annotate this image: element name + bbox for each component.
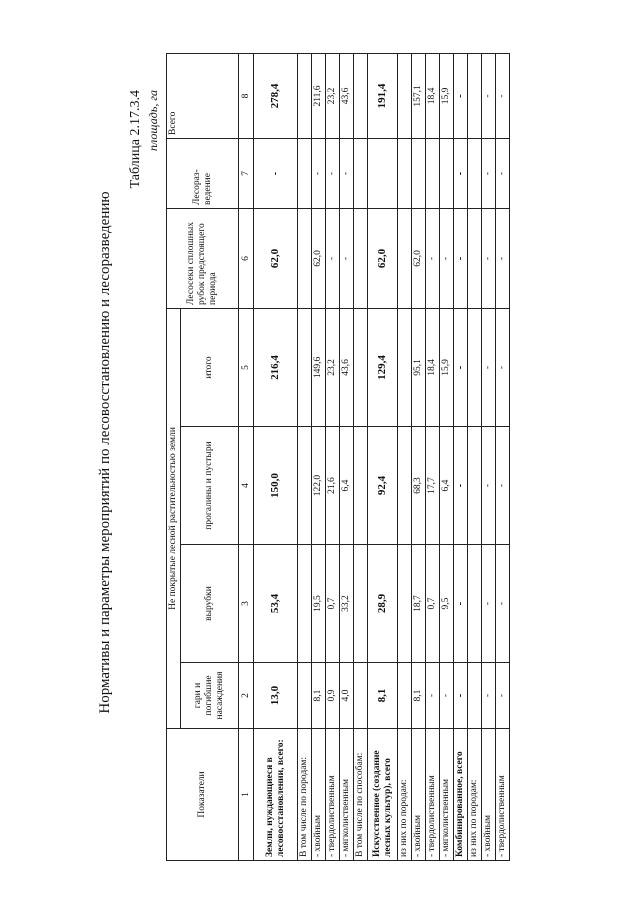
- table-cell: -: [482, 53, 496, 138]
- table-cell: [398, 308, 412, 426]
- table-cell: 157,1: [412, 53, 426, 138]
- table-cell: 211,6: [312, 53, 326, 138]
- table-cell: 122,0: [312, 427, 326, 545]
- table-cell: 0,7: [426, 545, 440, 663]
- measures-table: [166, 53, 510, 861]
- table-cell: 216,4: [254, 308, 298, 426]
- header-clearcuts: Лесосеки сплошных рубок предстоящего периода: [167, 208, 239, 308]
- table-cell: 13,0: [254, 663, 298, 729]
- table-cell: [298, 427, 312, 545]
- table-cell: [398, 545, 412, 663]
- table-cell: -: [440, 663, 454, 729]
- table-cell: [440, 138, 454, 208]
- table-cell: [426, 138, 440, 208]
- table-cell: 43,6: [340, 308, 354, 426]
- row-label: - хвойным: [312, 729, 326, 861]
- table-cell: -: [454, 53, 468, 138]
- table-row: [312, 53, 326, 860]
- table-cell: [354, 663, 368, 729]
- table-cell: 191,4: [368, 53, 398, 138]
- table-cell: 15,9: [440, 308, 454, 426]
- header-indicators: Показатели: [167, 729, 239, 861]
- table-cell: -: [326, 208, 340, 308]
- table-cell: -: [482, 663, 496, 729]
- column-numbers-row: [239, 53, 254, 860]
- table-cell: 68,3: [412, 427, 426, 545]
- table-cell: 62,0: [368, 208, 398, 308]
- table-cell: 23,2: [326, 308, 340, 426]
- table-cell: 95,1: [412, 308, 426, 426]
- table-cell: [354, 545, 368, 663]
- table-cell: 8,1: [368, 663, 398, 729]
- table-cell: 129,4: [368, 308, 398, 426]
- table-cell: [354, 53, 368, 138]
- table-row: [298, 53, 312, 860]
- table-row: [326, 53, 340, 860]
- row-label: - мягколиственным: [440, 729, 454, 861]
- table-cell: -: [482, 138, 496, 208]
- row-label: из них по породам:: [468, 729, 482, 861]
- column-number: 5: [239, 308, 254, 426]
- table-cell: 8,1: [312, 663, 326, 729]
- table-cell: -: [454, 427, 468, 545]
- table-cell: 149,6: [312, 308, 326, 426]
- table-cell: [354, 308, 368, 426]
- row-label: В том числе по породам:: [298, 729, 312, 861]
- table-cell: -: [454, 663, 468, 729]
- table-cell: 19,5: [312, 545, 326, 663]
- table-cell: 18,4: [426, 308, 440, 426]
- row-label: - мягколиственным: [340, 729, 354, 861]
- table-cell: -: [496, 545, 510, 663]
- table-cell: 18,7: [412, 545, 426, 663]
- table-cell: [298, 138, 312, 208]
- table-cell: 17,7: [426, 427, 440, 545]
- table-cell: 278,4: [254, 53, 298, 138]
- table-cell: 43,6: [340, 53, 354, 138]
- table-cell: -: [340, 208, 354, 308]
- header-glades: прогалины и пустыри: [181, 427, 239, 545]
- table-row: [368, 53, 398, 860]
- table-cell: 18,4: [426, 53, 440, 138]
- table-unit: площадь, га: [146, 90, 160, 151]
- table-cell: 15,9: [440, 53, 454, 138]
- table-cell: 33,2: [340, 545, 354, 663]
- table-cell: [468, 208, 482, 308]
- table-cell: 8,1: [412, 663, 426, 729]
- table-cell: [354, 427, 368, 545]
- table-cell: 9,5: [440, 545, 454, 663]
- table-cell: -: [482, 427, 496, 545]
- table-cell: -: [482, 308, 496, 426]
- table-cell: [398, 208, 412, 308]
- column-number: 1: [239, 729, 254, 861]
- table-row: [398, 53, 412, 860]
- table-cell: [354, 208, 368, 308]
- table-cell: -: [482, 545, 496, 663]
- row-label: В том числе по способам:: [354, 729, 368, 861]
- table-cell: 23,2: [326, 53, 340, 138]
- table-cell: 62,0: [254, 208, 298, 308]
- table-cell: -: [496, 308, 510, 426]
- header-clearings: вырубки: [181, 545, 239, 663]
- column-number: 8: [239, 53, 254, 138]
- table-row: [496, 53, 510, 860]
- table-cell: [398, 53, 412, 138]
- header-total-sub: итого: [181, 308, 239, 426]
- table-cell: 53,4: [254, 545, 298, 663]
- row-label: - твердолиственным: [426, 729, 440, 861]
- table-cell: -: [496, 663, 510, 729]
- table-cell: 6,4: [440, 427, 454, 545]
- table-cell: -: [426, 208, 440, 308]
- table-cell: [412, 138, 426, 208]
- table-cell: [468, 427, 482, 545]
- table-cell: -: [426, 663, 440, 729]
- column-number: 6: [239, 208, 254, 308]
- table-row: [340, 53, 354, 860]
- row-label: из них по породам:: [398, 729, 412, 861]
- row-label: - хвойным: [482, 729, 496, 861]
- table-cell: -: [340, 138, 354, 208]
- table-cell: -: [496, 208, 510, 308]
- row-label: Земли, нуждающиеся в лесовосстановлении, всего:: [254, 729, 298, 861]
- table-row: [454, 53, 468, 860]
- column-number: 7: [239, 138, 254, 208]
- table-cell: -: [454, 208, 468, 308]
- table-cell: -: [254, 138, 298, 208]
- header-total: Всего: [167, 53, 239, 138]
- table-cell: -: [326, 138, 340, 208]
- table-row: [440, 53, 454, 860]
- table-row: [426, 53, 440, 860]
- table-row: [482, 53, 496, 860]
- table-cell: [468, 545, 482, 663]
- table-cell: -: [454, 138, 468, 208]
- table-cell: [398, 138, 412, 208]
- table-cell: 4,0: [340, 663, 354, 729]
- table-cell: 92,4: [368, 427, 398, 545]
- table-cell: 150,0: [254, 427, 298, 545]
- table-cell: [368, 138, 398, 208]
- header-afforestation: Лесораз-ведение: [167, 138, 239, 208]
- table-cell: [468, 53, 482, 138]
- table-cell: [398, 663, 412, 729]
- table-cell: 62,0: [312, 208, 326, 308]
- table-cell: -: [496, 427, 510, 545]
- table-cell: -: [482, 208, 496, 308]
- table-row: [354, 53, 368, 860]
- table-cell: [298, 208, 312, 308]
- table-cell: -: [440, 208, 454, 308]
- table-cell: [468, 663, 482, 729]
- table-cell: 0,9: [326, 663, 340, 729]
- document-title: Нормативы и параметры мероприятий по лесовосстановлению и лесоразведению: [97, 191, 113, 714]
- table-cell: [398, 427, 412, 545]
- table-cell: -: [312, 138, 326, 208]
- row-label: - твердолиственным: [496, 729, 510, 861]
- table-cell: [298, 545, 312, 663]
- row-label: Комбинированное, всего: [454, 729, 468, 861]
- table-cell: 62,0: [412, 208, 426, 308]
- table-cell: -: [454, 308, 468, 426]
- table-cell: 0,7: [326, 545, 340, 663]
- table-row: [412, 53, 426, 860]
- column-number: 4: [239, 427, 254, 545]
- header-burns: гари и погибшие насаждения: [181, 663, 239, 729]
- row-label: Искусственное (создание лесных культур), всего: [368, 729, 398, 861]
- column-number: 2: [239, 663, 254, 729]
- table-cell: 6,4: [340, 427, 354, 545]
- table-cell: [468, 138, 482, 208]
- table-cell: -: [496, 138, 510, 208]
- table-cell: [468, 308, 482, 426]
- header-not-covered-group: Не покрытые лесной растительностью земли: [167, 308, 181, 728]
- table-cell: -: [454, 545, 468, 663]
- table-cell: 21,6: [326, 427, 340, 545]
- column-number: 3: [239, 545, 254, 663]
- table-row: [254, 53, 298, 860]
- table-cell: [298, 53, 312, 138]
- table-cell: 28,9: [368, 545, 398, 663]
- table-cell: [298, 308, 312, 426]
- row-label: - твердолиственным: [326, 729, 340, 861]
- table-cell: -: [496, 53, 510, 138]
- table-row: [468, 53, 482, 860]
- table-cell: [298, 663, 312, 729]
- table-cell: [354, 138, 368, 208]
- row-label: - хвойным: [412, 729, 426, 861]
- table-caption: Таблица 2.17.3.4: [128, 90, 143, 189]
